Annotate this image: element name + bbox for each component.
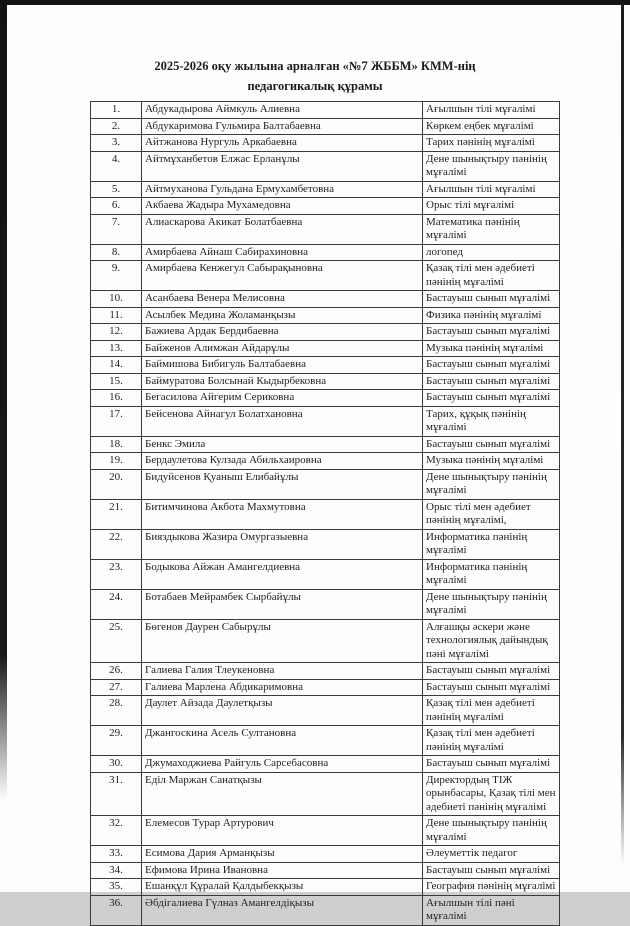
teacher-name: Асанбаева Венера Мелисовна [142, 291, 423, 308]
teacher-name: Байженов Алимжан Айдарұлы [142, 340, 423, 357]
row-number: 18. [91, 436, 142, 453]
teacher-position: Музыка пәнінің мұғалімі [423, 453, 560, 470]
table-row [91, 589, 560, 619]
table-row [91, 816, 560, 846]
row-number: 11. [91, 307, 142, 324]
teacher-position: Бастауыш сынып мұғалімі [423, 291, 560, 308]
table-row [91, 469, 560, 499]
row-number: 9. [91, 261, 142, 291]
teacher-name: Ешанқұл Құралай Қалдыбекқызы [142, 879, 423, 896]
teacher-position: Орыс тілі мен әдебиет пәнінің мұғалімі, [423, 499, 560, 529]
row-number: 32. [91, 816, 142, 846]
teacher-position: Тарих, құқық пәнінің мұғалімі [423, 406, 560, 436]
row-number: 24. [91, 589, 142, 619]
row-number: 19. [91, 453, 142, 470]
row-number: 3. [91, 135, 142, 152]
teacher-position: Бастауыш сынып мұғалімі [423, 862, 560, 879]
table-row [91, 726, 560, 756]
table-row [91, 846, 560, 863]
teacher-position: Алғашқы әскери және технологиялық дайындық пәні мұғалімі [423, 619, 560, 663]
teacher-name: Джумаходжиева Райгуль Сарсебасовна [142, 756, 423, 773]
teacher-position: Әлеуметтік педагог [423, 846, 560, 863]
table-row [91, 895, 560, 925]
teacher-position: Физика пәнінің мұғалімі [423, 307, 560, 324]
teacher-name: Айтмұханбетов Елжас Ерланұлы [142, 151, 423, 181]
teacher-name: Джангоскина Асель Султановна [142, 726, 423, 756]
row-number: 28. [91, 696, 142, 726]
row-number: 29. [91, 726, 142, 756]
row-number: 35. [91, 879, 142, 896]
teacher-name: Амирбаева Айнаш Сабирахиновна [142, 244, 423, 261]
table-row [91, 529, 560, 559]
scan-edge-left [0, 0, 7, 800]
teacher-position: Бастауыш сынып мұғалімі [423, 373, 560, 390]
teacher-position: Бастауыш сынып мұғалімі [423, 679, 560, 696]
teacher-name: Бажиева Ардак Бердибаевна [142, 324, 423, 341]
teacher-name: Даулет Айзада Даулетқызы [142, 696, 423, 726]
row-number: 26. [91, 663, 142, 680]
table-row [91, 357, 560, 374]
row-number: 10. [91, 291, 142, 308]
teacher-name: Бердаулетова Кулзада Абильхаировна [142, 453, 423, 470]
teacher-name: Акбаева Жадыра Мухамедовна [142, 198, 423, 215]
table-row [91, 679, 560, 696]
teacher-name: Есимова Дария Арманқызы [142, 846, 423, 863]
teacher-name: Галиева Галия Тлеукеновна [142, 663, 423, 680]
teacher-position: Информатика пәнінің мұғалімі [423, 529, 560, 559]
table-row [91, 406, 560, 436]
table-row [91, 390, 560, 407]
teacher-position: Дене шынықтыру пәнінің мұғалімі [423, 469, 560, 499]
row-number: 25. [91, 619, 142, 663]
teacher-name: Бенкс Эмила [142, 436, 423, 453]
row-number: 36. [91, 895, 142, 925]
teacher-position: Қазақ тілі мен әдебиеті пәнінің мұғалімі [423, 726, 560, 756]
row-number: 14. [91, 357, 142, 374]
table-row [91, 324, 560, 341]
row-number: 8. [91, 244, 142, 261]
document-title-line1: 2025-2026 оқу жылына арналған «№7 ЖББМ» КММ-нің [154, 59, 476, 73]
table-row [91, 244, 560, 261]
teacher-position: Ағылшын тілі пәні мұғалімі [423, 895, 560, 925]
row-number: 17. [91, 406, 142, 436]
teacher-position: Бастауыш сынып мұғалімі [423, 324, 560, 341]
row-number: 21. [91, 499, 142, 529]
teacher-name: Бөгенов Даурен Сабырұлы [142, 619, 423, 663]
row-number: 15. [91, 373, 142, 390]
teacher-position: Бастауыш сынып мұғалімі [423, 663, 560, 680]
row-number: 34. [91, 862, 142, 879]
staff-table-body [91, 102, 560, 926]
row-number: 12. [91, 324, 142, 341]
table-row [91, 696, 560, 726]
teacher-position: Көркем еңбек мұғалімі [423, 118, 560, 135]
table-row [91, 198, 560, 215]
teacher-position: Информатика пәнінің мұғалімі [423, 559, 560, 589]
table-row [91, 862, 560, 879]
teacher-name: Битимчинова Акбота Махмутовна [142, 499, 423, 529]
table-row [91, 772, 560, 816]
row-number: 23. [91, 559, 142, 589]
table-row [91, 340, 560, 357]
teacher-name: Баймуратова Болсынай Кыдырбековна [142, 373, 423, 390]
teacher-name: Галиева Марлена Абдикаримовна [142, 679, 423, 696]
teacher-name: Бегасилова Айгерим Сериковна [142, 390, 423, 407]
teacher-name: Ботабаев Мейрамбек Сырбайұлы [142, 589, 423, 619]
row-number: 27. [91, 679, 142, 696]
row-number: 30. [91, 756, 142, 773]
teacher-position: Бастауыш сынып мұғалімі [423, 436, 560, 453]
table-row [91, 151, 560, 181]
row-number: 33. [91, 846, 142, 863]
row-number: 4. [91, 151, 142, 181]
table-row [91, 261, 560, 291]
teacher-name: Бодыкова Айжан Амангелдиевна [142, 559, 423, 589]
table-row [91, 102, 560, 119]
teacher-position: Музыка пәнінің мұғалімі [423, 340, 560, 357]
row-number: 22. [91, 529, 142, 559]
teacher-name: Еділ Маржан Санатқызы [142, 772, 423, 816]
teacher-position: Ағылшын тілі мұғалімі [423, 181, 560, 198]
table-row [91, 307, 560, 324]
teacher-name: Амирбаева Кенжегул Сабырақыновна [142, 261, 423, 291]
scan-edge-top [0, 0, 630, 5]
teacher-position: Дене шынықтыру пәнінің мұғалімі [423, 151, 560, 181]
row-number: 6. [91, 198, 142, 215]
table-row [91, 499, 560, 529]
table-row [91, 214, 560, 244]
row-number: 7. [91, 214, 142, 244]
row-number: 13. [91, 340, 142, 357]
table-row [91, 619, 560, 663]
teacher-name: Ефимова Ирина Ивановна [142, 862, 423, 879]
row-number: 20. [91, 469, 142, 499]
teacher-position: Қазақ тілі мен әдебиеті пәнінің мұғалімі [423, 261, 560, 291]
teacher-position: логопед [423, 244, 560, 261]
table-row [91, 453, 560, 470]
table-row [91, 291, 560, 308]
teacher-position: Дене шынықтыру пәнінің мұғалімі [423, 816, 560, 846]
teacher-position: Директордың ТІЖ орынбасары, Қазақ тілі мен әдебиеті пәнінің мұғалімі [423, 772, 560, 816]
teacher-name: Абдукадырова Аймкуль Алиевна [142, 102, 423, 119]
teacher-name: Бидуйсенов Қуаныш Елибайұлы [142, 469, 423, 499]
table-row [91, 756, 560, 773]
teacher-position: Бастауыш сынып мұғалімі [423, 390, 560, 407]
row-number: 2. [91, 118, 142, 135]
table-row [91, 559, 560, 589]
table-row [91, 181, 560, 198]
table-row [91, 663, 560, 680]
table-row [91, 135, 560, 152]
teacher-name: Елемесов Турар Артурович [142, 816, 423, 846]
table-row [91, 436, 560, 453]
row-number: 16. [91, 390, 142, 407]
row-number: 5. [91, 181, 142, 198]
staff-table [90, 101, 560, 926]
teacher-name: Әбдігалиева Гүлназ Амангелдіқызы [142, 895, 423, 925]
teacher-name: Айтмуханова Гульдана Ермухамбетовна [142, 181, 423, 198]
teacher-position: Дене шынықтыру пәнінің мұғалімі [423, 589, 560, 619]
teacher-position: Қазақ тілі мен әдебиеті пәнінің мұғалімі [423, 696, 560, 726]
scan-edge-right [621, 3, 624, 865]
teacher-name: Алиаскарова Акикат Болатбаевна [142, 214, 423, 244]
table-row [91, 118, 560, 135]
table-row [91, 373, 560, 390]
row-number: 1. [91, 102, 142, 119]
teacher-position: Тарих пәнінің мұғалімі [423, 135, 560, 152]
teacher-name: Айтжанова Нургуль Аркабаевна [142, 135, 423, 152]
document-title [60, 56, 570, 96]
teacher-position: Бастауыш сынып мұғалімі [423, 756, 560, 773]
teacher-name: Баймишова Бибигуль Балтабаевна [142, 357, 423, 374]
teacher-name: Абдукаримова Гульмира Балтабаевна [142, 118, 423, 135]
teacher-position: Бастауыш сынып мұғалімі [423, 357, 560, 374]
teacher-name: Бияздыкова Жазира Омургазыевна [142, 529, 423, 559]
teacher-name: Асылбек Медина Жоламанқызы [142, 307, 423, 324]
teacher-position: Ағылшын тілі мұғалімі [423, 102, 560, 119]
teacher-position: География пәнінің мұғалімі [423, 879, 560, 896]
document-title-line2: педагогикалық құрамы [247, 79, 383, 93]
teacher-name: Бейсенова Айнагул Болатхановна [142, 406, 423, 436]
teacher-position: Математика пәнінің мұғалімі [423, 214, 560, 244]
teacher-position: Орыс тілі мұғалімі [423, 198, 560, 215]
row-number: 31. [91, 772, 142, 816]
table-row [91, 879, 560, 896]
